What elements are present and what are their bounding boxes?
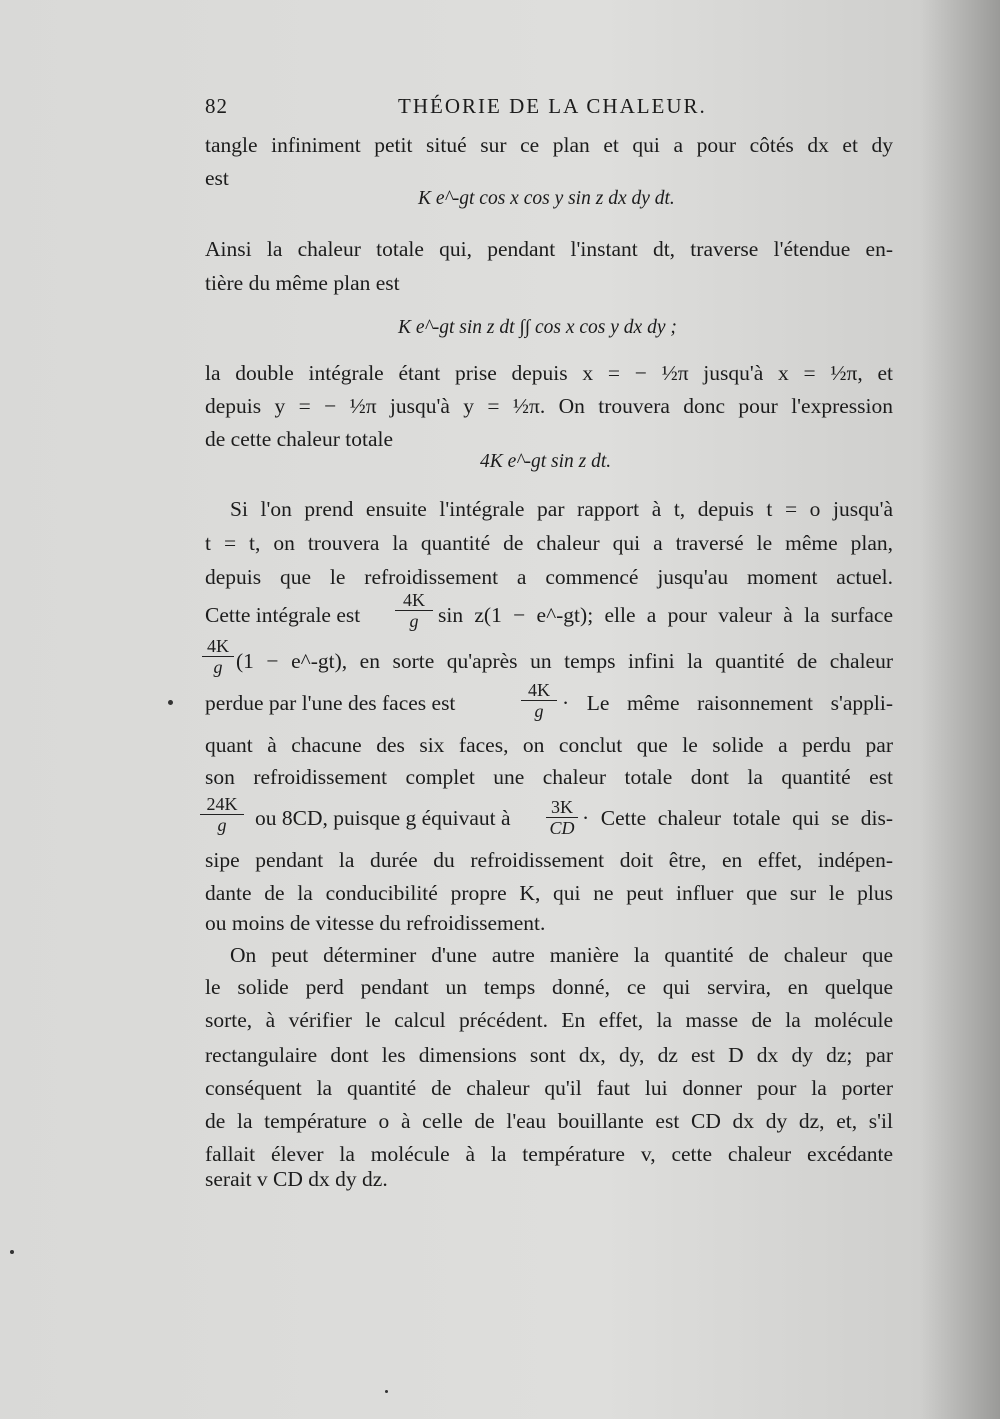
page-header (205, 94, 895, 124)
text-line: quant à chacune des six faces, on conclut que le solide a perdu par (205, 733, 893, 757)
equation: K e^-gt cos x cos y sin z dx dy dt. (418, 188, 675, 209)
text-line: · Cette chaleur totale qui se dis- (582, 806, 893, 830)
fraction-denominator: g (217, 815, 227, 835)
text-line: la double intégrale étant prise depuis x = − ½π jusqu'à x = ½π, et (205, 361, 893, 385)
text-line: de cette chaleur totale (205, 427, 394, 451)
fraction-numerator: 3K (551, 797, 573, 817)
text-line: conséquent la quantité de chaleur qu'il faut lui donner pour la porter (205, 1076, 893, 1100)
text-line: rectangulaire dont les dimensions sont dx, dy, dz est D dx dy dz; par (205, 1043, 893, 1067)
text-line: Cette intégrale est (205, 603, 361, 627)
fraction-numerator: 24K (206, 794, 238, 814)
fraction-denominator: g (534, 701, 544, 721)
fraction-denominator: g (409, 611, 419, 631)
text-line: Si l'on prend ensuite l'intégrale par rapport à t, depuis t = o jusqu'à (230, 497, 893, 521)
ink-speck (10, 1250, 14, 1254)
ink-speck (168, 700, 173, 705)
text-line: (1 − e^-gt), en sorte qu'après un temps infini la quantité de chaleur (236, 649, 893, 673)
text-line: de la température o à celle de l'eau bouillante est CD dx dy dz, et, s'il (205, 1109, 893, 1133)
text-line: sin z(1 − e^-gt); elle a pour valeur à la surface (438, 603, 893, 627)
fraction-numerator: 4K (207, 636, 229, 656)
text-line: ou moins de vitesse du refroidissement. (205, 911, 546, 935)
fraction (521, 681, 557, 720)
fraction-numerator: 4K (528, 680, 550, 700)
fraction (200, 795, 244, 834)
fraction-denominator: g (213, 657, 223, 677)
text-line: fallait élever la molécule à la température v, cette chaleur excédante (205, 1142, 893, 1166)
text-line: ou 8CD, puisque g équivaut à (255, 806, 511, 830)
text-line: sorte, à vérifier le calcul précédent. En effet, la masse de la molécule (205, 1008, 893, 1032)
text-line: le solide perd pendant un temps donné, ce qui servira, en quelque (205, 975, 893, 999)
text-line: On peut déterminer d'une autre manière la quantité de chaleur que (230, 943, 893, 967)
fraction (202, 637, 234, 676)
fraction (395, 591, 433, 630)
text-line: son refroidissement complet une chaleur totale dont la quantité est (205, 765, 893, 789)
text-line: perdue par l'une des faces est (205, 691, 456, 715)
text-line: depuis y = − ½π jusqu'à y = ½π. On trouvera donc pour l'expression (205, 394, 893, 418)
text-line: tangle infiniment petit situé sur ce plan et qui a pour côtés dx et dy (205, 133, 893, 157)
fraction (546, 798, 578, 837)
text-line: est (205, 166, 229, 190)
equation: 4K e^-gt sin z dt. (480, 451, 612, 472)
text-line: tière du même plan est (205, 271, 400, 295)
text-line: t = t, on trouvera la quantité de chaleur qui a traversé le même plan, (205, 531, 893, 555)
text-line: sipe pendant la durée du refroidissement doit être, en effet, indépen- (205, 848, 893, 872)
text-line: depuis que le refroidissement a commencé jusqu'au moment actuel. (205, 565, 893, 589)
equation: K e^-gt sin z dt ∫∫ cos x cos y dx dy ; (398, 317, 677, 338)
text-line: dante de la conducibilité propre K, qui ne peut influer que sur le plus (205, 881, 893, 905)
fraction-denominator: CD (549, 818, 575, 838)
text-line: serait v CD dx dy dz. (205, 1167, 388, 1191)
page-number: 82 (205, 94, 228, 118)
running-title: THÉORIE DE LA CHALEUR. (398, 94, 707, 118)
ink-speck (385, 1390, 388, 1393)
fraction-numerator: 4K (403, 590, 425, 610)
text-line: Ainsi la chaleur totale qui, pendant l'instant dt, traverse l'étendue en- (205, 237, 893, 261)
text-line: · Le même raisonnement s'appli- (562, 691, 893, 715)
